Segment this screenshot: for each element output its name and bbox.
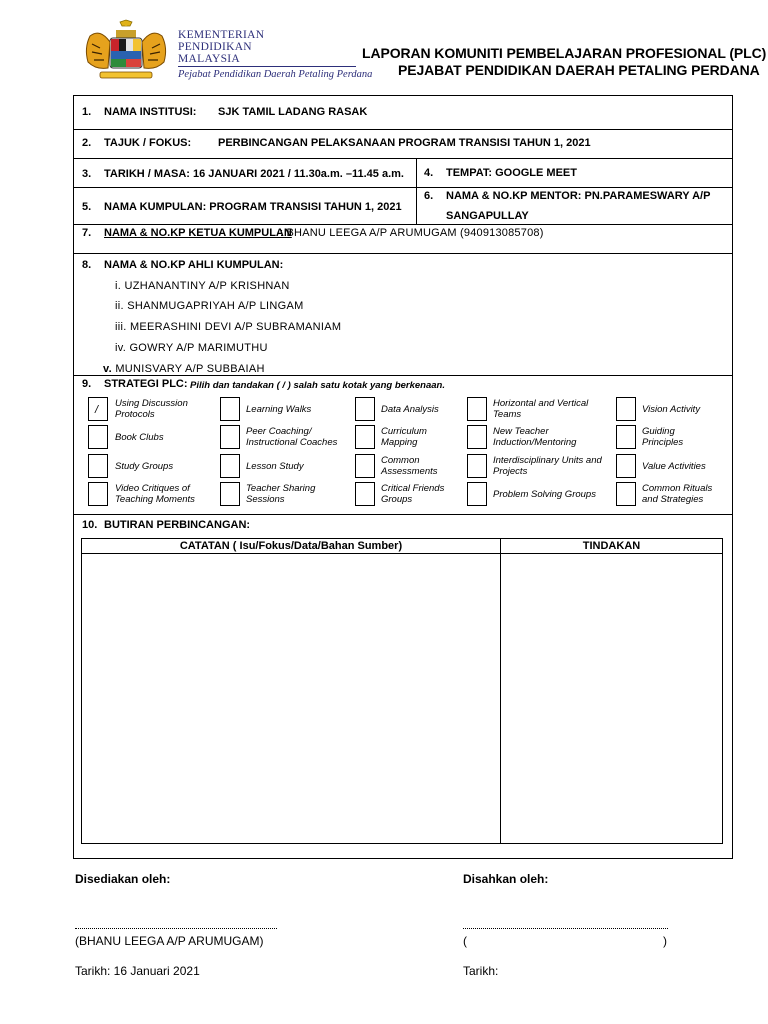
strategy-label-line: Protocols xyxy=(115,409,155,420)
notes-column-header: CATATAN ( Isu/Fokus/Data/Bahan Sumber) xyxy=(179,540,403,552)
checkbox-book-clubs[interactable] xyxy=(88,425,108,449)
approved-signature-line[interactable] xyxy=(463,928,668,929)
group-name-field: NAMA KUMPULAN: PROGRAM TRANSISI TAHUN 1, 2021 xyxy=(104,201,402,213)
strategy-label-study-groups xyxy=(115,461,173,472)
strategy-label-line: Induction/Mentoring xyxy=(493,437,577,448)
strategy-label-problem-solving-groups xyxy=(493,489,596,500)
strategy-label-line: Sessions xyxy=(246,494,285,505)
action-column-header: TINDAKAN xyxy=(582,540,641,552)
checkbox-guiding-principles[interactable] xyxy=(616,425,636,449)
strategy-label-teacher-sharing-sessions xyxy=(246,483,315,505)
venue-field: TEMPAT: GOOGLE MEET xyxy=(446,167,577,179)
member-5-name: MUNISVARY A/P SUBBAIAH xyxy=(111,363,265,375)
strategy-label-video-critiques-of-teaching-moments xyxy=(115,483,195,505)
checkbox-vision-activity[interactable] xyxy=(616,397,636,421)
row-5-number: 5. xyxy=(82,201,92,213)
checkbox-common-rituals-and-strategies[interactable] xyxy=(616,482,636,506)
strategy-label-lesson-study xyxy=(246,461,304,472)
checkbox-value-activities[interactable] xyxy=(616,454,636,478)
strategy-label-line: Assessments xyxy=(381,466,438,477)
strategy-instruction: Pilih dan tandakan ( / ) salah satu kotak yang berkenaan. xyxy=(190,380,445,391)
strategy-label-line: Guiding xyxy=(642,426,675,437)
row-4-number: 4. xyxy=(424,167,434,179)
mentor-field-line-2: SANGAPULLAY xyxy=(446,210,529,222)
strategy-label-critical-friends-groups xyxy=(381,483,444,505)
strategy-label-vision-activity xyxy=(642,404,700,415)
leader-label: NAMA & NO.KP KETUA KUMPULAN xyxy=(104,227,292,239)
logo-line-2: PENDIDIKAN xyxy=(178,41,252,53)
approved-date: Tarikh: xyxy=(463,964,499,978)
strategy-label-common-assessments xyxy=(381,455,438,477)
row-7-number: 7. xyxy=(82,227,92,239)
strategy-label-line: Groups xyxy=(381,494,413,505)
coat-of-arms-icon xyxy=(80,18,172,82)
strategy-label-line: Learning Walks xyxy=(246,403,312,415)
strategy-label: STRATEGI PLC: xyxy=(104,378,188,390)
institution-value: SJK TAMIL LADANG RASAK xyxy=(218,106,368,118)
row-2-number: 2. xyxy=(82,137,92,149)
strategy-label-value-activities xyxy=(642,461,706,472)
checkbox-horizontal-and-vertical-teams[interactable] xyxy=(467,397,487,421)
approved-name-close: ) xyxy=(663,934,667,948)
checkbox-peer-coaching-instructional-coaches[interactable] xyxy=(220,425,240,449)
strategy-label-horizontal-and-vertical-teams xyxy=(493,398,588,420)
row-10-number: 10. xyxy=(82,519,98,531)
checkbox-problem-solving-groups[interactable] xyxy=(467,482,487,506)
checkbox-interdisciplinary-units-and-projects[interactable] xyxy=(467,454,487,478)
strategy-label-book-clubs xyxy=(115,432,164,443)
strategy-label-line: Teaching Moments xyxy=(115,494,195,505)
strategy-label-line: Teacher Sharing xyxy=(246,483,316,494)
row-1-number: 1. xyxy=(82,106,92,118)
checkbox-critical-friends-groups[interactable] xyxy=(355,482,375,506)
approved-name-open: ( xyxy=(463,934,467,948)
institution-label: NAMA INSTITUSI: xyxy=(104,106,197,118)
strategy-label-line: Projects xyxy=(493,466,528,477)
strategy-label-interdisciplinary-units-and-projects xyxy=(493,455,602,477)
checkbox-using-discussion-protocols[interactable] xyxy=(88,397,108,421)
member-4: iv. GOWRY A/P MARIMUTHU xyxy=(115,342,268,354)
member-2: ii. SHANMUGAPRIYAH A/P LINGAM xyxy=(115,300,304,312)
strategy-label-line: Value Activities xyxy=(642,460,706,472)
strategy-label-line: Problem Solving Groups xyxy=(493,488,596,500)
strategy-label-learning-walks xyxy=(246,404,311,415)
strategy-label-line: Using Discussion xyxy=(115,398,188,409)
approved-by-label: Disahkan oleh: xyxy=(463,872,549,886)
strategy-label-new-teacher-induction-mentoring xyxy=(493,426,576,448)
prepared-signature-line[interactable] xyxy=(75,928,277,929)
strategy-label-line: New Teacher xyxy=(493,426,549,437)
strategy-label-line: Book Clubs xyxy=(115,431,164,443)
action-column-input[interactable] xyxy=(502,555,721,842)
strategy-label-line: Common xyxy=(381,455,420,466)
strategy-label-line: Curriculum xyxy=(381,426,427,437)
member-5 xyxy=(103,363,265,376)
member-5-number: v. xyxy=(103,363,112,375)
strategy-label-common-rituals-and-strategies xyxy=(642,483,712,505)
logo-line-1: KEMENTERIAN xyxy=(178,29,265,41)
strategy-label-line: Principles xyxy=(642,437,684,448)
strategy-label-line: Horizontal and Vertical xyxy=(493,398,589,409)
prepared-date: Tarikh: 16 Januari 2021 xyxy=(75,964,200,978)
strategy-label-line: Mapping xyxy=(381,437,418,448)
page-title: LAPORAN KOMUNITI PEMBELAJARAN PROFESIONAL (PLC) xyxy=(362,45,767,61)
strategy-label-using-discussion-protocols xyxy=(115,398,188,420)
checkbox-study-groups[interactable] xyxy=(88,454,108,478)
focus-label: TAJUK / FOKUS: xyxy=(104,137,192,149)
logo-subtitle: Pejabat Pendidikan Daerah Petaling Perdana xyxy=(178,69,373,80)
strategy-label-line: and Strategies xyxy=(642,494,704,505)
checkbox-video-critiques-of-teaching-moments[interactable] xyxy=(88,482,108,506)
checkbox-new-teacher-induction-mentoring[interactable] xyxy=(467,425,487,449)
checkbox-data-analysis[interactable] xyxy=(355,397,375,421)
strategy-label-line: Study Groups xyxy=(115,460,174,472)
strategy-label-line: Interdisciplinary Units and xyxy=(493,455,602,466)
focus-value: PERBINCANGAN PELAKSANAAN PROGRAM TRANSISI TAHUN 1, 2021 xyxy=(218,137,591,149)
row-3-number: 3. xyxy=(82,168,92,180)
checkbox-learning-walks[interactable] xyxy=(220,397,240,421)
strategy-label-line: Data Analysis xyxy=(381,403,439,415)
mentor-field: NAMA & NO.KP MENTOR: PN.PARAMESWARY A/P xyxy=(446,190,711,202)
logo-divider xyxy=(178,66,356,67)
strategy-label-line: Peer Coaching/ xyxy=(246,426,312,437)
strategy-label-line: Critical Friends xyxy=(381,483,445,494)
members-label: NAMA & NO.KP AHLI KUMPULAN: xyxy=(104,259,284,271)
prepared-by-label: Disediakan oleh: xyxy=(75,872,171,886)
strategy-label-data-analysis xyxy=(381,404,439,415)
member-3: iii. MEERASHINI DEVI A/P SUBRAMANIAM xyxy=(115,321,342,333)
strategy-label-line: Common Rituals xyxy=(642,483,713,494)
date-time-field: TARIKH / MASA: 16 JANUARI 2021 / 11.30a.m. –11.45 a.m. xyxy=(104,168,404,180)
row-9-number: 9. xyxy=(82,378,92,390)
checkbox-curriculum-mapping[interactable] xyxy=(355,425,375,449)
strategy-label-peer-coaching-instructional-coaches xyxy=(246,426,337,448)
discussion-label: BUTIRAN PERBINCANGAN: xyxy=(104,519,251,531)
checkbox-mark: / xyxy=(95,404,99,416)
strategy-label-line: Teams xyxy=(493,409,522,420)
page-subtitle: PEJABAT PENDIDIKAN DAERAH PETALING PERDANA xyxy=(398,62,760,78)
prepared-name: (BHANU LEEGA A/P ARUMUGAM) xyxy=(75,934,264,948)
strategy-label-line: Instructional Coaches xyxy=(246,437,338,448)
notes-column-input[interactable] xyxy=(83,555,499,842)
strategy-label-line: Vision Activity xyxy=(642,403,701,415)
row-8-number: 8. xyxy=(82,259,92,271)
logo-line-3: MALAYSIA xyxy=(178,53,241,65)
strategy-label-guiding-principles xyxy=(642,426,683,448)
strategy-label-curriculum-mapping xyxy=(381,426,427,448)
row-6-number: 6. xyxy=(424,190,434,202)
member-1: i. UZHANANTINY A/P KRISHNAN xyxy=(115,280,290,292)
leader-value: : BHANU LEEGA A/P ARUMUGAM (940913085708) xyxy=(280,227,544,239)
checkbox-teacher-sharing-sessions[interactable] xyxy=(220,482,240,506)
strategy-label-line: Video Critiques of xyxy=(115,483,190,494)
checkbox-common-assessments[interactable] xyxy=(355,454,375,478)
checkbox-lesson-study[interactable] xyxy=(220,454,240,478)
strategy-label-line: Lesson Study xyxy=(246,460,304,472)
